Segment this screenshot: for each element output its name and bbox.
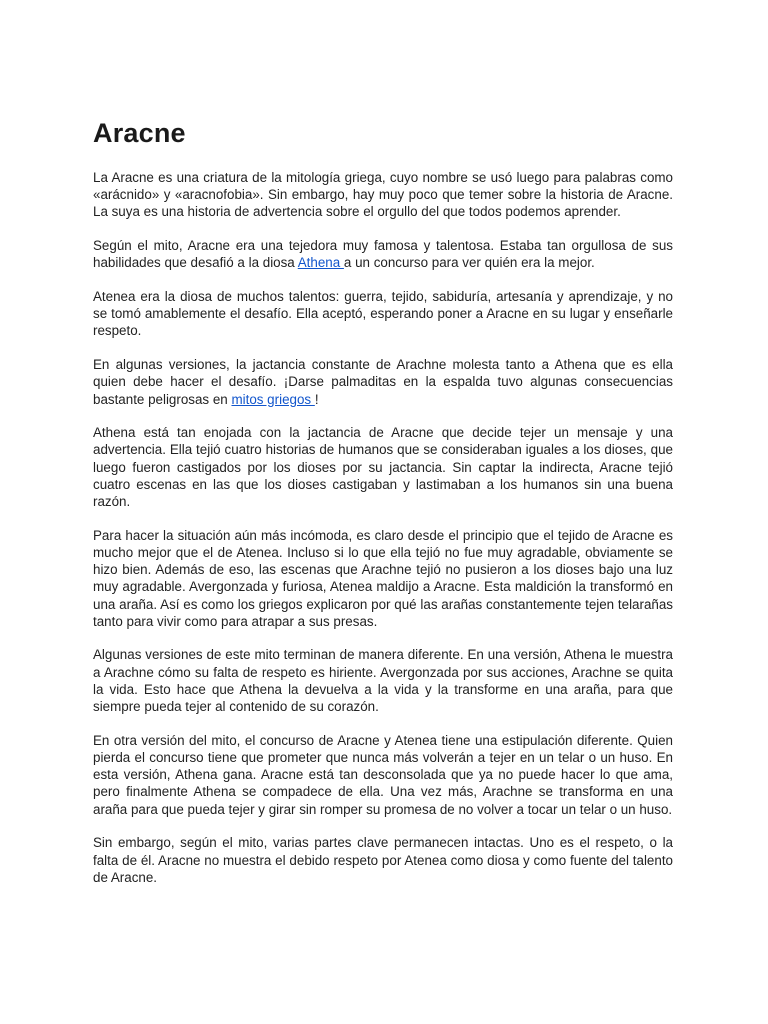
document-page [93, 115, 673, 902]
document-title: Aracne [93, 118, 186, 148]
paragraph-4 [93, 356, 673, 408]
paragraph-8: En otra versión del mito, el concurso de Aracne y Atenea tiene una estipulación diferente. Quien pierda el concurso tiene que prometer que nunca más volverán a tejer en un telar o un huso. En esta versión, Athena gana. Aracne está tan desconsolada que ya no puede hacer lo que ama, pero finalmente Athena se compadece de ella. Una vez más, Arachne se transforma en una araña para que pueda tejer y girar sin romper su promesa de no volver a tocar un telar o un huso. [93, 732, 673, 817]
paragraph-1: La Aracne es una criatura de la mitología griega, cuyo nombre se usó luego para palabras como «arácnido» y «aracnofobia». Sin embargo, hay muy poco que temer sobre la historia de Aracne. La suya es una historia de advertencia sobre el orgullo del que todos podemos aprender. [93, 170, 673, 220]
paragraph-2-text-after: a un concurso para ver quién era la mejor. [343, 255, 595, 271]
paragraph-7: Algunas versiones de este mito terminan de manera diferente. En una versión, Athena le muestra a Arachne cómo su falta de respeto es hiriente. Avergonzada por sus acciones, Arachne se quita la vida. Esto hace que Athena la devuelva a la vida y la transforme en una araña, para que siempre pueda tejer al contenido de su corazón. [93, 647, 673, 715]
paragraph-2-text-before: Según el mito, Aracne era una tejedora muy famosa y talentosa. Estaba tan orgullosa de sus habilidades que desafió a la diosa [93, 238, 673, 271]
paragraph-6: Para hacer la situación aún más incómoda, es claro desde el principio que el tejido de Aracne es mucho mejor que el de Atenea. Incluso si lo que ella tejió no fue muy agradable, obviamente se hizo bien. Además de eso, las escenas que Arachne tejió no pusieron a los dioses bajo una luz muy agradable. Avergonzada y furiosa, Atenea maldijo a Aracne. Esta maldición la transformó en una araña. Así es como los griegos explicaron por qué las arañas constantemente tejen telarañas tanto para vivir como para atrapar a sus presas. [93, 527, 673, 629]
athena-link[interactable]: Athena [297, 255, 344, 271]
paragraph-3: Atenea era la diosa de muchos talentos: guerra, tejido, sabiduría, artesanía y aprendizaje, y no se tomó amablemente el desafío. Ella aceptó, esperando poner a Aracne en su lugar y enseñarle respeto. [93, 289, 673, 339]
paragraph-2 [93, 237, 673, 271]
paragraph-9: Sin embargo, según el mito, varias partes clave permanecen intactas. Uno es el respeto, o la falta de él. Aracne no muestra el debido respeto por Atenea como diosa y como fuente del talento de Aracne. [93, 835, 673, 885]
paragraph-5: Athena está tan enojada con la jactancia de Aracne que decide tejer un mensaje y una advertencia. Ella tejió cuatro historias de humanos que se consideraban iguales a los dioses, que luego fueron castigados por los dioses por su jactancia. Sin captar la indirecta, Aracne tejió cuatro escenas en las que los dioses castigaban y lastimaban a los humanos sin una buena razón. [93, 425, 673, 510]
paragraph-4-text-before: En algunas versiones, la jactancia constante de Arachne molesta tanto a Athena que es ella quien debe hacer el desafío. ¡Darse palmaditas en la espalda tuvo algunas consecuencias bastante peligrosas en [93, 357, 673, 407]
paragraph-4-text-after: ! [314, 391, 319, 407]
mitos-griegos-link[interactable]: mitos griegos [231, 391, 315, 407]
